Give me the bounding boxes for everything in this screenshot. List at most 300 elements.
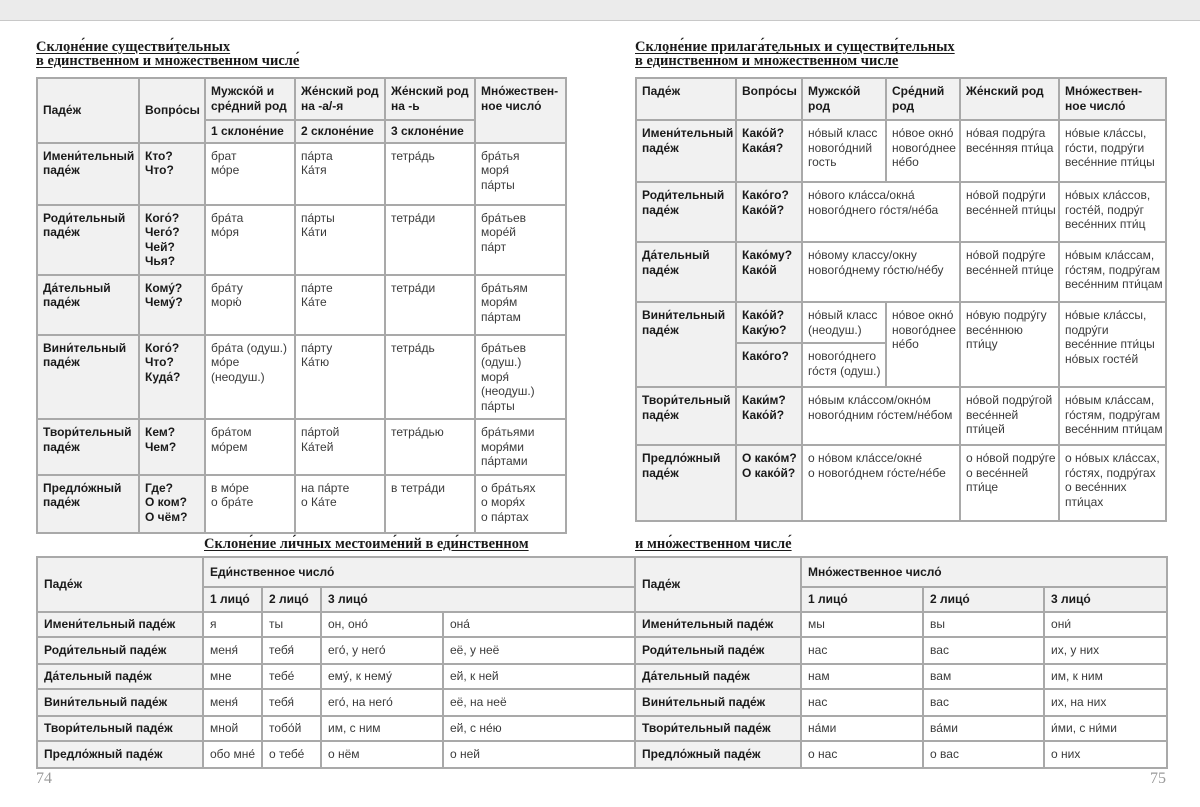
pronoun-declension-table [36, 556, 1168, 769]
cell-text-line: весе́нних пти́ц [1065, 217, 1146, 231]
table-row [37, 716, 1167, 741]
sg-header-group: Еди́нственное число́ [203, 557, 635, 587]
cell-text-line: Кем? [145, 425, 176, 439]
sg-p2-cell: тобо́й [262, 716, 321, 741]
cell-text-line: Како́го? [742, 349, 789, 363]
header-masc-neut: Мужско́й и сре́дний род [205, 78, 295, 120]
fem-soft-cell [385, 275, 475, 335]
sg-header-case: Паде́ж [37, 557, 203, 612]
cell-text-line: пти́цу [966, 337, 998, 351]
cell-text-line: па́рты [301, 210, 335, 225]
header-plural: Мно́жествен-ное число́ [475, 78, 566, 143]
pl-p3-cell: и́ми, с ни́ми [1044, 716, 1167, 741]
header-questions: Вопро́сы [736, 78, 802, 120]
pl-p1-cell: на́ми [801, 716, 923, 741]
cell-text-line: моря́м [481, 295, 518, 309]
cell-text-line: паде́ж [43, 439, 80, 454]
cell-text-line: весе́ннюю [966, 322, 1023, 337]
fem-cell [960, 302, 1059, 387]
header-case: Паде́ж [636, 78, 736, 120]
plural-cell [475, 475, 566, 533]
cell-text-line: бра́тьями [481, 425, 535, 439]
masc-neut-cell [205, 275, 295, 335]
sg-p3-fem-cell: ей, к ней [443, 664, 635, 689]
sg-p3-fem-cell: её, у неё [443, 637, 635, 664]
pronoun-title-left: Склоне́ние ли́чных местоиме́ний в еди́нственном [204, 536, 529, 552]
sg-p3-fem-cell: её, на неё [443, 689, 635, 716]
cell-text-line: тетра́дь [391, 340, 435, 355]
table-row [636, 242, 1166, 302]
adjective-declension-table [635, 77, 1167, 522]
masc-neut-cell [802, 387, 960, 445]
cell-text-line: в тетра́ди [391, 480, 445, 495]
cell-text-line: нового́днего [808, 349, 877, 363]
cell-text-line: (одуш.) [481, 355, 522, 369]
cell-text-line: бра́тьев [481, 210, 527, 225]
cell-text-line: Роди́тельный [642, 188, 725, 202]
sg-p2-cell: тебя́ [262, 689, 321, 716]
cell-text-line: пти́цей [966, 422, 1005, 436]
pl-case-cell: Роди́тельный паде́ж [635, 637, 801, 664]
pl-p2-cell: ва́ми [923, 716, 1044, 741]
sg-case-cell: Роди́тельный паде́ж [37, 637, 203, 664]
questions-cell [736, 120, 802, 182]
cell-text-line: но́вых кла́ссов, [1065, 188, 1151, 202]
header-masc: Мужско́й род [802, 78, 886, 120]
neut-cell [886, 302, 960, 387]
cell-text-line: па́ртам [481, 309, 521, 324]
neut-cell [886, 120, 960, 182]
cell-text-line: тетра́ди [391, 280, 436, 295]
questions-cell [736, 343, 802, 387]
adj-table-title [635, 40, 955, 68]
cell-text-line: госте́й, подру́г [1065, 202, 1145, 217]
cell-text-line: паде́ж [43, 295, 80, 309]
fem-soft-cell [385, 419, 475, 475]
cell-text-line: Предло́жный [642, 451, 721, 465]
table-row [636, 302, 1166, 343]
cell-text-line: моря́ [481, 369, 509, 384]
cell-text-line: го́стям, подру́гам [1065, 407, 1161, 422]
sg-p1-cell: меня́ [203, 689, 262, 716]
pl-p2-cell: вам [923, 664, 1044, 689]
noun-title-line2: в еди́нственном и мно́жественном числе́ [36, 53, 300, 69]
cell-text-line: Ка́тя [301, 163, 327, 177]
cell-text-line: Како́й [742, 262, 777, 277]
cell-text-line: Где? [145, 480, 173, 495]
plural-cell [475, 143, 566, 205]
cell-text-line: паде́ж [642, 202, 679, 217]
case-cell [636, 387, 736, 445]
cell-text-line: Вини́тельный [642, 308, 726, 322]
cell-text-line: бра́тья [481, 148, 520, 163]
cell-text-line: но́вой подру́гой [966, 393, 1053, 407]
case-cell [37, 143, 139, 205]
sg-p3-fem-cell: ей, с не́ю [443, 716, 635, 741]
cell-text-line: Роди́тельный [43, 210, 126, 225]
fem-a-cell [295, 205, 385, 275]
masc-neut-cell [802, 242, 960, 302]
masc-neut-cell [205, 143, 295, 205]
cell-text-line: весе́нняя пти́ца [966, 140, 1054, 155]
cell-text-line: Да́тельный [642, 248, 710, 262]
sg-p1-cell: мной [203, 716, 262, 741]
pl-p3-cell: они́ [1044, 612, 1167, 637]
masc-neut-cell [205, 205, 295, 275]
cell-text-line: не́бо [892, 337, 919, 351]
cell-text-line: (неодуш.) [808, 322, 862, 337]
pl-p1-cell: нас [801, 637, 923, 664]
questions-cell [139, 143, 205, 205]
fem-a-cell [295, 335, 385, 420]
pl-p1-cell: о нас [801, 741, 923, 768]
cell-text-line: но́вого кла́сса/окна́ [808, 188, 915, 202]
cell-text-line: Како́й? [742, 308, 785, 322]
cell-text-line: гость [808, 155, 837, 169]
cell-text-line: весе́нней [966, 407, 1019, 422]
cell-text-line: нового́дним го́стем/не́бом [808, 407, 953, 422]
pl-person-2: 2 лицо́ [923, 587, 1044, 612]
cell-text-line: но́вое окно́ [892, 126, 954, 140]
pl-case-cell: Да́тельный паде́ж [635, 664, 801, 689]
cell-text-line: но́вому классу/окну [808, 248, 917, 262]
cell-text-line: Како́й? [742, 407, 785, 422]
questions-cell [139, 335, 205, 420]
plural-cell [1059, 242, 1166, 302]
pl-header-group: Мно́жественное число́ [801, 557, 1167, 587]
noun-table-title [36, 40, 299, 68]
cell-text-line: но́вый класс [808, 308, 878, 322]
case-cell [636, 242, 736, 302]
case-cell [636, 302, 736, 387]
pl-person-1: 1 лицо́ [801, 587, 923, 612]
cell-text-line: паде́ж [43, 495, 80, 509]
cell-text-line: о но́вом кла́ссе/окне́ [808, 451, 923, 465]
cell-text-line: паде́ж [642, 407, 679, 422]
cell-text-line: О ком? [145, 495, 187, 509]
cell-text-line: о весе́нних [1065, 480, 1127, 494]
cell-text-line: паде́ж [642, 262, 679, 277]
cell-text-line: паде́ж [43, 163, 80, 177]
pl-case-cell: Твори́тельный паде́ж [635, 716, 801, 741]
cell-text-line: но́вые кла́ссы, [1065, 126, 1147, 140]
cell-text-line: Кого́? [145, 210, 180, 225]
cell-text-line: Ка́тю [301, 355, 330, 369]
cell-text-line: но́вым кла́ссам, [1065, 393, 1155, 407]
questions-cell [139, 275, 205, 335]
cell-text-line: нового́днего го́стя/не́ба [808, 202, 939, 217]
sg-person-1: 1 лицо́ [203, 587, 262, 612]
plural-cell [1059, 387, 1166, 445]
cell-text-line: не́бо [892, 155, 919, 169]
sg-p2-cell: тебя́ [262, 637, 321, 664]
sg-p3-masc-cell: его́, у него́ [321, 637, 443, 664]
masc-neut-cell [802, 182, 960, 242]
table-row [37, 612, 1167, 637]
header-fem: Же́нский род [960, 78, 1059, 120]
cell-text-line: паде́ж [642, 140, 679, 155]
plural-cell [475, 335, 566, 420]
pl-p3-cell: их, у них [1044, 637, 1167, 664]
cell-text-line: но́вой подру́ги [966, 188, 1046, 202]
sg-p3-masc-cell: им, с ним [321, 716, 443, 741]
fem-a-cell [295, 143, 385, 205]
cell-text-line: о па́ртах [481, 509, 529, 524]
cell-text-line: но́вых госте́й [1065, 351, 1139, 366]
cell-text-line: в мо́ре [211, 480, 249, 495]
cell-text-line: Чем? [145, 439, 177, 454]
cell-text-line: Да́тельный [43, 280, 111, 295]
cell-text-line: море́й [481, 225, 516, 239]
cell-text-line: весе́нним пти́цам [1065, 422, 1163, 436]
cell-text-line: Чья? [145, 254, 176, 268]
cell-text-line: тетра́дью [391, 425, 444, 439]
sg-p3-masc-cell: о нём [321, 741, 443, 768]
cell-text-line: Како́й? [742, 202, 785, 217]
cell-text-line: Каку́ю? [742, 322, 787, 337]
cell-text-line: па́рты [481, 398, 515, 413]
questions-cell [736, 302, 802, 343]
sg-case-cell: Твори́тельный паде́ж [37, 716, 203, 741]
cell-text-line: Вини́тельный [43, 340, 127, 355]
pl-p2-cell: вас [923, 637, 1044, 664]
cell-text-line: о Ка́те [301, 495, 337, 509]
cell-text-line: весе́нним пти́цам [1065, 277, 1163, 291]
sg-p1-cell: меня́ [203, 637, 262, 664]
fem-soft-cell [385, 143, 475, 205]
cell-text-line: (неодуш.) [481, 384, 535, 398]
plural-cell [1059, 120, 1166, 182]
cell-text-line: о нового́днем го́сте/не́бе [808, 465, 946, 480]
case-cell [37, 335, 139, 420]
cell-text-line: пти́цах [1065, 494, 1104, 509]
pl-p1-cell: нас [801, 689, 923, 716]
sg-p2-cell: тебе́ [262, 664, 321, 689]
case-cell [37, 275, 139, 335]
table-row [37, 419, 566, 475]
cell-text-line: о но́вых кла́ссах, [1065, 451, 1160, 465]
cell-text-line: нового́дний [808, 140, 873, 155]
header-plural: Мно́жествен-ное число́ [1059, 78, 1166, 120]
sg-p3-masc-cell: его́, на него́ [321, 689, 443, 716]
cell-text-line: нового́днему го́стю/не́бу [808, 262, 944, 277]
fem-a-cell [295, 475, 385, 533]
questions-cell [139, 205, 205, 275]
cell-text-line: но́вым кла́ссом/окно́м [808, 393, 931, 407]
pl-p1-cell: нам [801, 664, 923, 689]
fem-cell [960, 120, 1059, 182]
cell-text-line: но́вая подру́га [966, 126, 1046, 140]
sg-case-cell: Предло́жный паде́ж [37, 741, 203, 768]
pl-header-case: Паде́ж [635, 557, 801, 612]
cell-text-line: бра́та (одуш.) [211, 340, 287, 355]
fem-soft-cell [385, 475, 475, 533]
cell-text-line: Что? [145, 163, 174, 177]
cell-text-line: тетра́ди [391, 210, 436, 225]
cell-text-line: брат [211, 148, 237, 163]
table-row [636, 387, 1166, 445]
table-row [37, 335, 566, 420]
sg-p3-masc-cell: ему́, к нему́ [321, 664, 443, 689]
cell-text-line: бра́та [211, 210, 244, 225]
case-cell [37, 419, 139, 475]
fem-soft-cell [385, 335, 475, 420]
table-row [37, 637, 1167, 664]
cell-text-line: бра́тьев [481, 340, 527, 355]
table-row [37, 143, 566, 205]
cell-text-line: Како́го? [742, 188, 789, 202]
pl-p1-cell: мы [801, 612, 923, 637]
cell-text-line: Чему́? [145, 295, 183, 309]
table-row [636, 445, 1166, 521]
table-row [37, 741, 1167, 768]
sg-p3-masc-cell: он, оно́ [321, 612, 443, 637]
cell-text-line: но́вые кла́ссы, [1065, 308, 1147, 322]
masc-neut-cell [802, 445, 960, 521]
plural-cell [475, 419, 566, 475]
table-row [636, 182, 1166, 242]
sg-p1-cell: обо мне́ [203, 741, 262, 768]
cell-text-line: но́вое окно́ [892, 308, 954, 322]
plural-cell [1059, 302, 1166, 387]
case-cell [37, 475, 139, 533]
cell-text-line: Ка́тей [301, 439, 334, 454]
header-decl-2: 2 склоне́ние [295, 120, 385, 143]
cell-text-line: Чего́? [145, 225, 180, 239]
page-number-right: 75 [1150, 770, 1166, 787]
masc-animate-cell [802, 343, 886, 387]
questions-cell [736, 387, 802, 445]
pl-case-cell: Вини́тельный паде́ж [635, 689, 801, 716]
pl-p3-cell: им, к ним [1044, 664, 1167, 689]
cell-text-line: Кому́? [145, 280, 183, 295]
cell-text-line: Како́му? [742, 248, 793, 262]
masc-cell [802, 120, 886, 182]
pl-case-cell: Предло́жный паде́ж [635, 741, 801, 768]
case-cell [636, 445, 736, 521]
table-row [37, 205, 566, 275]
sg-p1-cell: мне [203, 664, 262, 689]
cell-text-line: моря́ [481, 163, 509, 177]
cell-text-line: весе́нней пти́цы [966, 202, 1056, 217]
cell-text-line: пти́це [966, 480, 999, 494]
cell-text-line: па́рта [301, 148, 333, 163]
cell-text-line: моря́ми [481, 439, 524, 454]
cell-text-line: тетра́дь [391, 148, 435, 163]
cell-text-line: го́стя (одуш.) [808, 363, 881, 378]
table-row [37, 664, 1167, 689]
sg-person-3: 3 лицо́ [321, 587, 635, 612]
cell-text-line: бра́ту [211, 280, 243, 295]
cell-text-line: весе́нние пти́цы [1065, 337, 1155, 351]
cell-text-line: о но́вой подру́ге [966, 451, 1056, 465]
cell-text-line: па́рт [481, 239, 507, 254]
cell-text-line: па́рту [301, 340, 333, 355]
cell-text-line: Твори́тельный [642, 393, 731, 407]
header-neut: Сре́дний род [886, 78, 960, 120]
fem-a-cell [295, 275, 385, 335]
fem-a-cell [295, 419, 385, 475]
cell-text-line: Что? [145, 355, 174, 369]
cell-text-line: Ка́те [301, 295, 327, 309]
plural-cell [1059, 445, 1166, 521]
case-cell [636, 120, 736, 182]
pl-case-cell: Имени́тельный паде́ж [635, 612, 801, 637]
table-row [636, 120, 1166, 182]
cell-text-line: (неодуш.) [211, 369, 265, 384]
sg-p2-cell: ты [262, 612, 321, 637]
plural-cell [1059, 182, 1166, 242]
cell-text-line: мо́ре [211, 355, 240, 369]
table-row [37, 275, 566, 335]
cell-text-line: морю́ [211, 295, 242, 309]
masc-inanimate-cell [802, 302, 886, 343]
sg-case-cell: Вини́тельный паде́ж [37, 689, 203, 716]
sg-person-2: 2 лицо́ [262, 587, 321, 612]
cell-text-line: бра́тьям [481, 280, 528, 295]
header-fem-a: Же́нский род на -а/-я [295, 78, 385, 120]
header-decl-1: 1 склоне́ние [205, 120, 295, 143]
cell-text-line: па́ртами [481, 454, 528, 468]
questions-cell [139, 419, 205, 475]
fem-soft-cell [385, 205, 475, 275]
header-questions: Вопро́сы [139, 78, 205, 143]
viewer-top-band [0, 0, 1200, 21]
cell-text-line: Имени́тельный [43, 148, 135, 163]
cell-text-line: мо́ря [211, 225, 239, 239]
cell-text-line: но́вой подру́ге [966, 248, 1046, 262]
cell-text-line: но́вым кла́ссам, [1065, 248, 1155, 262]
cell-text-line: подру́ги [1065, 322, 1109, 337]
adj-title-line2: в еди́нственном и мно́жественном числе́ [635, 53, 899, 69]
cell-text-line: паде́ж [43, 225, 80, 239]
fem-cell [960, 445, 1059, 521]
header-fem-soft: Же́нский род на -ь [385, 78, 475, 120]
noun-title-line1: Склоне́ние существи́тельных [36, 39, 231, 55]
cell-text-line: мо́ре [211, 163, 240, 177]
pl-p2-cell: о вас [923, 741, 1044, 768]
plural-cell [475, 205, 566, 275]
cell-text-line: бра́том [211, 425, 252, 439]
cell-text-line: па́рты [481, 177, 515, 192]
cell-text-line: Твори́тельный [43, 425, 132, 439]
cell-text-line: па́ртой [301, 425, 340, 439]
table-row [37, 689, 1167, 716]
cell-text-line: паде́ж [642, 322, 679, 337]
plural-cell [475, 275, 566, 335]
cell-text-line: на па́рте [301, 480, 350, 495]
cell-text-line: па́рте [301, 280, 333, 295]
cell-text-line: го́стях, подру́гах [1065, 465, 1156, 480]
cell-text-line: паде́ж [642, 465, 679, 480]
cell-text-line: о весе́нней [966, 465, 1029, 480]
cell-text-line: но́вый класс [808, 126, 878, 140]
sg-p1-cell: я [203, 612, 262, 637]
masc-neut-cell [205, 475, 295, 533]
header-decl-3: 3 склоне́ние [385, 120, 475, 143]
cell-text-line: Како́й? [742, 126, 785, 140]
cell-text-line: О чём? [145, 509, 188, 524]
cell-text-line: о моря́х [481, 495, 525, 509]
fem-cell [960, 387, 1059, 445]
masc-neut-cell [205, 419, 295, 475]
cell-text-line: паде́ж [43, 355, 80, 369]
pl-p2-cell: вы [923, 612, 1044, 637]
noun-declension-table [36, 77, 567, 534]
table-row [37, 475, 566, 533]
sg-p3-fem-cell: она́ [443, 612, 635, 637]
cell-text-line: О како́м? [742, 451, 797, 465]
